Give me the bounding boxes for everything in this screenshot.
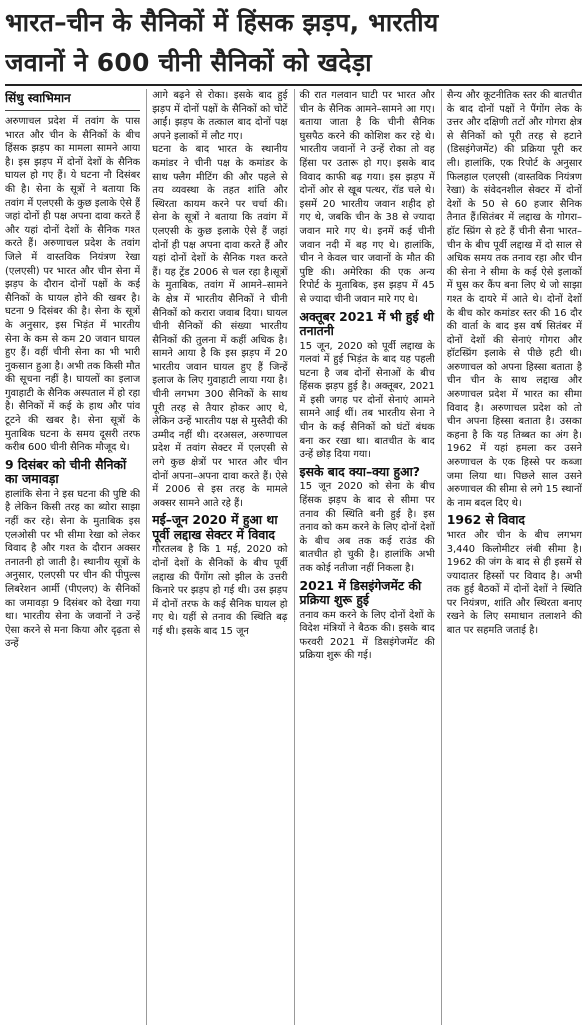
paragraph: भारत और चीन के बीच लगभग 3,440 किलोमीटर लंबी सीमा है। 1962 की जंग के बाद से ही इसमें से ज्यादातर हिस्सों पर विवाद है। अभी तक हुई बैठकों में दोनों देशों ने स्थिति पर नियंत्रण, शांति और स्थिरता बनाए रखने के लिए समाधान तलाशने की बात पर सहमति जताई है। <box>446 529 582 637</box>
column-3 <box>294 89 435 1025</box>
byline: सिंधु स्वाभिमान <box>5 89 140 111</box>
subheading: अक्तूबर 2021 में भी हुई थी तनातनी <box>299 308 434 338</box>
paragraph: सैन्य और कूटनीतिक स्तर की बातचीत के बाद दोनों पक्षों ने पैंगोंग लेक के उत्तर और दक्षिणी तटों और गोगरा क्षेत्र से सैनिकों को पूरी तरह से हटाने (डिसइंगेजमेंट) की प्रक्रिया पूरी कर ली। हालांकि, एक रिपोर्ट के अनुसार फिलहाल एलएसी (वास्तविक नियंत्रण रेखा) के संवेदनशील सेक्टर में दोनों देशों के 50 से 60 हजार सैनिक तैनात हैं।सितंबर में लद्दाख के गोगरा–हॉट स्प्रिंग से हटे हैं चीनी सैना भारत–चीन के बीच पूर्वी लद्दाख में दो साल से अधिक समय तक तनाव रहा और चीन की सेना ने सीमा के कई ऐसे इलाकों में घुस कर कैंप बना लिए थे जो साझा गश्त के दायरे में आते थे। दोनों देशों के बीच कोर कमांडर स्तर की 16 दौर की वार्ता के बाद इस वर्ष सितंबर में दोनों देशों की सेनाएं गोगरा और हॉटस्प्रिंग इलाके से पीछे हटी थी।अरुणाचल को अपना हिस्सा बताता है चीन चीन के साथ लद्दाख और अरुणाचल प्रदेश में भारत का सीमा विवाद है। अरुणाचल प्रदेश को तो चीन अपना हिस्सा बताता है। उसका कहना है कि यह तिब्बत का अंग है। 1962 में यहां हमला कर उसने अरुणाचल के एक हिस्से पर कब्जा जमा लिया था। पिछले साल उसने अरुणाचल की सीमा से लगे 15 स्थानों के नाम बदल दिए थे। <box>446 90 582 509</box>
paragraph: आगे बढ़ने से रोका। इसके बाद हुई झड़प में दोनों पक्षों के सैनिकों को चोटें आईं। झड़प के तत्काल बाद दोनों पक्ष अपने इलाकों में लौट गए। <box>152 90 288 142</box>
subheading: इसके बाद क्या–क्या हुआ? <box>299 463 420 479</box>
paragraph: हालांकि सेना ने इस घटना की पुष्टि की है लेकिन किसी तरह का ब्योरा साझा नहीं कर रहे। सेना के मुताबिक इस एलओसी पर भी सीमा रेखा को लेकर विवाद है और गश्त के दौरान अक्सर तनातनी हो जाती है। स्थानीय सूत्रों के अनुसार, एलएसी पर चीन की पीपुल्स लिबरेशन आर्मी (पीएलए) के सैनिकों का जमावड़ा 9 दिसंबर को देखा गया था। भारतीय सेना के जवानों ने उन्हें ऐसा करने से मना किया और दृढ़ता से उन्हें <box>5 488 141 650</box>
paragraph: 15 जून 2020 को सेना के बीच हिंसक झड़प के बाद से सीमा पर तनाव की स्थिति बनी हुई है। इस तनाव को कम करने के लिए दोनों देशों के बीच अब तक कई राउंड की बातचीत हो चुकी है। हालांकि अभी तक कोई नतीजा नहीं निकला है। <box>299 481 435 574</box>
headline-divider <box>5 84 582 86</box>
paragraph: की रात गलवान घाटी पर भारत और चीन के सैनिक आमने–सामने आ गए। बताया जाता है कि चीनी सैनिक घुसपैठ करने की कोशिश कर रहे थे। भारतीय जवानों ने उन्हें रोका तो वह हिंसा पर उतारू हो गए। इसके बाद विवाद काफी बढ़ गया। इस झड़प में दोनों ओर से खूब पत्थर, रॉड चले थे। इसमें 20 भारतीय जवान शहीद हो गए थे, जबकि चीन के 38 से ज्यादा जवान मारे गए थे। इनमें कई चीनी जवान नदी में बह गए थे। हालांकि, चीन ने केवल चार जवानों के मौत की पुष्टि की। अमेरिका की एक अन्य रिपोर्ट के मुताबिक, इस झड़प में 45 से ज्यादा चीनी जवान मारे गए थे। <box>299 90 435 305</box>
headline <box>5 4 582 82</box>
headline-line-2: जवानों ने 600 चीनी सैनिकों को खदेड़ा <box>5 48 372 77</box>
paragraph: गौरतलब है कि 1 मई, 2020 को दोनों देशों के सैनिकों के बीच पूर्वी लद्दाख की पैंगोंग त्सो झील के उत्तरी किनारे पर झड़प हो गई थी। उस झड़प में दोनों तरफ के कई सैनिक घायल हो गए थे। यहीं से तनाव की स्थिति बढ़ गई थी। इसके बाद 15 जून <box>152 544 288 637</box>
headline-line-1: भारत–चीन के सैनिकों में हिंसक झड़प, भारतीय <box>5 8 439 37</box>
subheading: 1962 से विवाद <box>446 512 526 528</box>
subheading: 9 दिसंबर को चीनी सैनिकों का जमावड़ा <box>5 456 127 487</box>
column-4 <box>441 89 582 1025</box>
subheading: 2021 में डिसइंगेजमेंट की प्रक्रिया शुरू हुई <box>299 577 422 607</box>
paragraph: अरुणाचल प्रदेश में तवांग के पास भारत और चीन के सैनिकों के बीच हिंसक झड़प का मामला सामने आया है। इस झड़प में दोनों देशों के सैनिक घायल हो गए हैं। ये घटना नौ दिसंबर की है। सेना के सूत्रों ने बताया कि तवांग में एलएसी के कुछ इलाके ऐसे हैं जहां दोनों ही पक्ष अपना दावा करते हैं और यहां दोनों देशों के सैनिक गश्त करते हैं। अरुणाचल प्रदेश के तवांग जिले में वास्तविक नियंत्रण रेखा (एलएसी) पर भारत और चीन सेना में झड़प के दौरान दोनों पक्षों के कई सैनिकों के घायल होने की खबर है। घटना 9 दिसंबर की है। सेना के सूत्रों के अनुसार, इस भिड़ंत में भारतीय सेना के कम से कम 20 जवान घायल हुए हैं। वहीं चीनी सेना का भी भारी नुकसान हुआ है। अभी तक किसी मौत की सूचना नहीं है। घायलों का इलाज गुवाहाटी के सैनिक अस्पताल में हो रहा है। सैनिकों में कई के हाथ और पांव टूटने की खबर है। सेना सूत्रों के मुताबिक घटना के समय दूसरी तरफ करीब 600 चीनी सैनिक मौजूद थे। <box>5 116 141 454</box>
article-body <box>5 89 582 1025</box>
column-1 <box>5 89 140 1025</box>
paragraph: 15 जून, 2020 को पूर्वी लद्दाख के गलवां में हुई भिड़ंत के बाद यह पहली घटना है जब दोनों सेनाओं के बीच हिंसक झड़प हुई है। अक्तूबर, 2021 में इसी जगह पर दोनों सेनाएं आमने सामने आई थीं। तब भारतीय सेना ने चीन के कई सैनिकों को घंटों बंधक बना कर रखा था। बातचीत के बाद उन्हें छोड़ दिया गया। <box>299 340 435 461</box>
paragraph: तनाव कम करने के लिए दोनों देशों के विदेश मंत्रियों ने बैठक की। इसके बाद फरवरी 2021 में डिसइंगेजमेंट की प्रक्रिया शुरू की गई। <box>299 609 435 662</box>
column-2 <box>146 89 287 1025</box>
paragraph: घटना के बाद भारत के स्थानीय कमांडर ने चीनी पक्ष के कमांडर के साथ फ्लैग मीटिंग की और पहले से तय व्यवस्था के तहत शांति और स्थिरता कायम करने पर चर्चा की। सेना के सूत्रों ने बताया कि तवांग में एलएसी के कुछ इलाके ऐसे हैं जहां दोनों ही पक्ष अपना दावा करते हैं और यहां दोनों देशों के सैनिक गश्त करते हैं। यह ट्रेंड 2006 से चल रहा है।सूत्रों के मुताबिक, तवांग में आमने–सामने के क्षेत्र में भारतीय सैनिकों ने चीनी सैनिकों को करारा जवाब दिया। घायल चीनी सैनिकों की संख्या भारतीय सैनिकों की तुलना में कहीं अधिक है। सामने आया है कि इस झड़प में 20 भारतीय जवान घायल हुए हैं जिन्हें इलाज के लिए गुवाहाटी लाया गया है। चीनी लगभग 300 सैनिकों के साथ पूरी तरह से तैयार होकर आए थे, लेकिन उन्हें भारतीय पक्ष से मुस्तैदी की उम्मीद नहीं थी। दरअसल, अरुणाचल प्रदेश में तवांग सेक्टर में एलएसी से लगे कुछ क्षेत्रों पर भारत और चीन दोनों अपना–अपना दावा करते हैं। ऐसे में 2006 से इस तरह के मामले अक्सर सामने आते रहे हैं। <box>152 144 288 509</box>
subheading: मई–जून 2020 में हुआ था पूर्वी लद्दाख सेक्टर में विवाद <box>152 512 278 542</box>
